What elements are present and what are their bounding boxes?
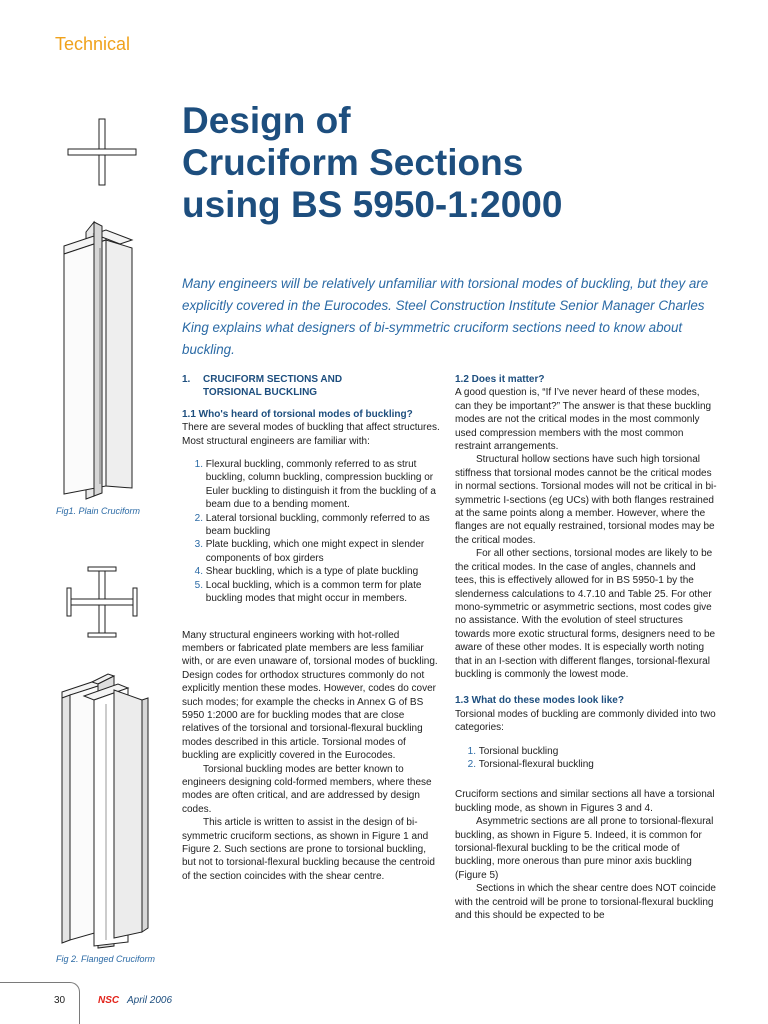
title-line-3: using BS 5950-1:2000: [182, 184, 563, 225]
flanged-cruciform-section-icon: [66, 566, 138, 638]
flanged-cruciform-figure: [58, 670, 150, 950]
paragraph: For all other sections, torsional modes are likely to be the critical modes. In the case of angles, channels and tees, this is effectively allowed for in BS 5950-1 by the slenderness calculations to 4.7.10 and Table 25. For other mono-symmetric or asymmetric sections, most codes give no assistance. With the evolution of steel structures towards more exotic structural forms, designers need to be aware of these other modes. It is especially worth noting that in an I-section with different flanges, torsional-flexural buckling is commonly the lowest mode.: [455, 548, 716, 680]
subheading-1-1: 1.1 Who's heard of torsional modes of buckling?: [182, 408, 413, 420]
section-label: Technical: [55, 34, 131, 54]
paragraph: This article is written to assist in the design of bi-symmetric cruciform sections, as shown in Figure 1 and Figure 2. Such sections are prone to torsional buckling, but not to torsional-flexural buckling because the centroid of the section coincides with the shear centre.: [182, 817, 435, 882]
paragraph: Asymmetric sections are all prone to torsional-flexural buckling, as shown in Figure 5. Indeed, it is common for torsional-flexural buckling to be the critical mode of buckling, more onerous than pure minor axis buckling (Figure 5): [455, 816, 714, 881]
paragraph: Sections in which the shear centre does NOT coincide with the centroid will be prone to torsional-flexural buckling and this should be expected to be: [455, 883, 716, 922]
paragraph: A good question is, “If I’ve never heard of these modes, can they be important?” The answer is that these buckling modes are not the critical modes in the most commonly used compression members with the most common restraint arrangements.: [455, 387, 712, 453]
buckling-modes-list: [182, 458, 440, 605]
list-item: 2. Torsional-flexural buckling: [467, 758, 594, 770]
paragraph: Torsional buckling modes are better known to engineers designing cold-formed members, where these modes are often critical, and are addressed by design codes.: [182, 763, 432, 815]
list-item: 5. Local buckling, which is a common term for plate buckling modes that might occur in members.: [194, 579, 422, 605]
column-2: [455, 373, 717, 922]
subheading-1-3: 1.3 What do these modes look like?: [455, 695, 624, 707]
list-item: 1. Torsional buckling: [467, 745, 559, 757]
standfirst: Many engineers will be relatively unfamiliar with torsional modes of buckling, but they are explicitly covered in the Eurocodes. Steel Construction Institute Senior Manager Charles King explains what designers of bi-symmetric cruciform sections need to know about buckling.: [182, 276, 709, 357]
subheading-1-2: 1.2 Does it matter?: [455, 374, 545, 385]
section-heading: 1. CRUCIFORM SECTIONS AND TORSIONAL BUCKLING: [182, 374, 343, 399]
torsional-modes-list: [455, 745, 717, 772]
magazine-name: NSC: [98, 995, 120, 1006]
fig1-caption: Fig1. Plain Cruciform: [56, 506, 141, 516]
list-item: 1. Flexural buckling, commonly referred to as strut buckling, column buckling, compression buckling or Euler buckling to distinguish it from the buckling of a beam due to a bending moment.: [194, 459, 436, 511]
page-number: 30: [54, 995, 66, 1006]
paragraph: Many structural engineers working with hot-rolled members or fabricated plate members are less familiar with, or are even unaware of, torsional modes of buckling. Design codes for orthodox structures commonly do not explicitly mention these modes. However, codes do cover such modes; for example the checks in Annex G of BS 5950 1:2000 are for buckling modes that are close relatives of the torsional and torsional-flexural buckling modes described in this article. Torsional modes of buckling are explicitly covered in the Eurocodes.: [182, 629, 438, 762]
paragraph: Torsional modes of buckling are commonly divided into two categories:: [455, 708, 716, 734]
fig2-caption: Fig 2. Flanged Cruciform: [56, 954, 156, 964]
paragraph: Cruciform sections and similar sections all have a torsional buckling mode, as shown in Figures 3 and 4.: [455, 789, 715, 814]
list-item: 4. Shear buckling, which is a type of plate buckling: [194, 566, 419, 578]
paragraph: Structural hollow sections have such high torsional stiffness that torsional modes cannot be the critical modes in normal sections. Torsional modes will not be critical in bi-symmetric I-sections (eg UCs) with both flanges restrained at the same points along a member. However, where the flanges are not equally restrained, torsional modes may be the critical modes.: [455, 454, 717, 546]
list-item: 3. Plate buckling, which one might expect in slender components of box girders: [194, 539, 425, 564]
title-line-2: Cruciform Sections: [182, 142, 524, 183]
title-line-1: Design of: [182, 100, 351, 141]
article-title: [182, 100, 702, 226]
issue-date: April 2006: [127, 995, 173, 1006]
list-item: 2. Lateral torsional buckling, commonly referred to as beam buckling: [194, 512, 430, 538]
footer-rule: [0, 982, 80, 1024]
plain-cruciform-section-icon: [66, 118, 138, 186]
paragraph: There are several modes of buckling that affect structures. Most structural engineers are familiar with:: [182, 422, 440, 447]
plain-cruciform-figure: [58, 218, 134, 500]
column-1: [182, 373, 440, 883]
